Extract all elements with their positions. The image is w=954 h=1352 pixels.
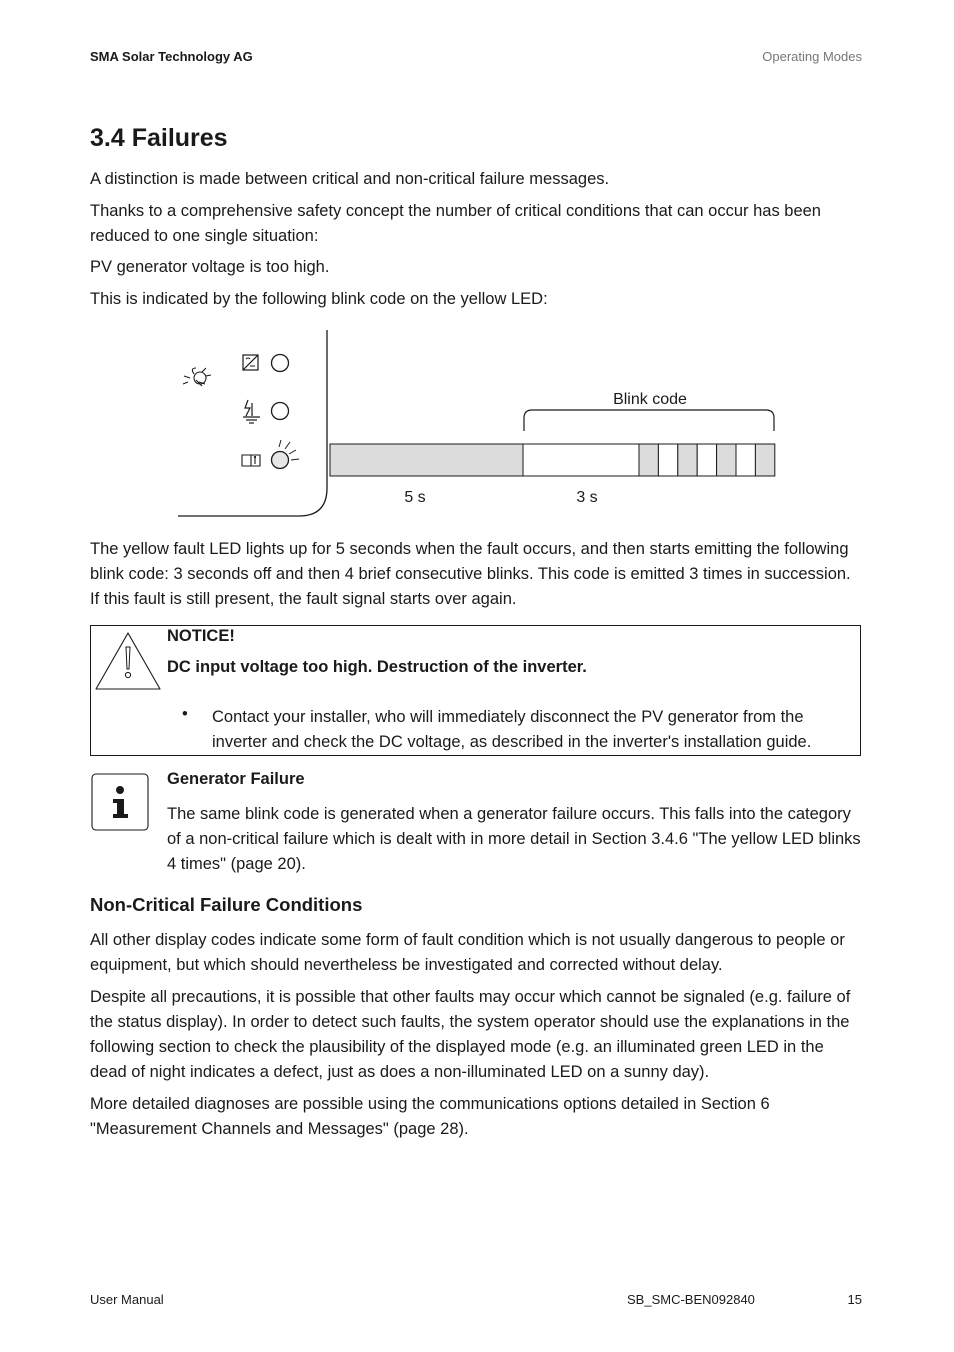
blink-code-diagram (170, 328, 790, 523)
blink-gap-1 (658, 444, 677, 476)
notice-text: DC input voltage too high. Destruction of the inverter. (167, 658, 587, 676)
notice-bullet: Contact your installer, who will immediately disconnect the PV generator from the inverter and check the DC voltage, as described in the inverter's installation guide. (212, 708, 812, 751)
blink-pulse-3 (717, 444, 736, 476)
earth-fault-icon (243, 400, 260, 423)
header-chapter: Operating Modes (762, 49, 862, 64)
noncritical-paragraph-2: Despite all precautions, it is possible that other faults may occur which cannot be signaled (e.g. failure of the status display). In order to detect such faults, the system operator should use the explanations in the following section to check the plausibility of the displayed mode (e.g. an illuminated green LED in the dead of night indicates a defect, just as does a non-illuminated LED on a sunny day). (90, 988, 851, 1081)
led-on-5s (330, 444, 523, 476)
section-title: 3.4 Failures (90, 124, 228, 152)
critical-condition: PV generator voltage is too high. (90, 258, 330, 276)
blink-explanation: The yellow fault LED lights up for 5 seconds when the fault occurs, and then starts emitting the following blink code: 3 seconds off and then 4 brief consecutive blinks. This code is emitted 3 times in succession. If this fault is still present, the fault signal starts over again. (90, 540, 851, 608)
info-icon (91, 773, 149, 831)
safety-paragraph: Thanks to a comprehensive safety concept the number of critical conditions that can occur has been reduced to one single situation: (90, 202, 821, 245)
noncritical-paragraph-3: More detailed diagnoses are possible using the communications options detailed in Section 6 "Measurement Channels and Messages" (page 28). (90, 1095, 770, 1138)
blink-pulse-2 (678, 444, 697, 476)
blink-code-label: Blink code (613, 391, 687, 408)
indication-paragraph: This is indicated by the following blink code on the yellow LED: (90, 290, 548, 308)
header-company: SMA Solar Technology AG (90, 49, 253, 64)
info-text: The same blink code is generated when a generator failure occurs. This falls into the category of a non-critical failure which is dealt with in more detail in Section 3.4.6 "The yellow LED blinks 4 times" (page 20). (167, 805, 861, 873)
footer-doc-id: SB_SMC-BEN092840 (627, 1292, 755, 1307)
label-5s: 5 s (404, 489, 426, 506)
blink-gap-3 (736, 444, 755, 476)
noncritical-paragraph-1: All other display codes indicate some form of fault condition which is not usually dangerous to people or equipment, but which should nevertheless be investigated and corrected without delay. (90, 931, 845, 974)
blink-pulse-4 (755, 444, 774, 476)
green-led (272, 355, 289, 372)
page-number: 15 (847, 1292, 862, 1307)
bullet-marker: • (182, 705, 188, 723)
label-3s: 3 s (576, 489, 598, 506)
notice-title: NOTICE! (167, 627, 235, 645)
footer-doc-type: User Manual (90, 1292, 164, 1307)
red-led (272, 403, 289, 420)
noncritical-heading: Non-Critical Failure Conditions (90, 894, 363, 915)
blink-gap-2 (697, 444, 716, 476)
blink-pulse-1 (639, 444, 658, 476)
warning-triangle-icon (94, 630, 162, 692)
led-off-3s (523, 444, 639, 476)
blink-code-bracket (524, 410, 774, 431)
intro-paragraph: A distinction is made between critical and non-critical failure messages. (90, 170, 610, 188)
inverter-icon (243, 355, 258, 370)
tap-icon (183, 368, 211, 386)
yellow-led (272, 452, 289, 469)
info-title: Generator Failure (167, 770, 305, 788)
manual-icon (242, 455, 260, 466)
blink-pulses (639, 444, 775, 476)
